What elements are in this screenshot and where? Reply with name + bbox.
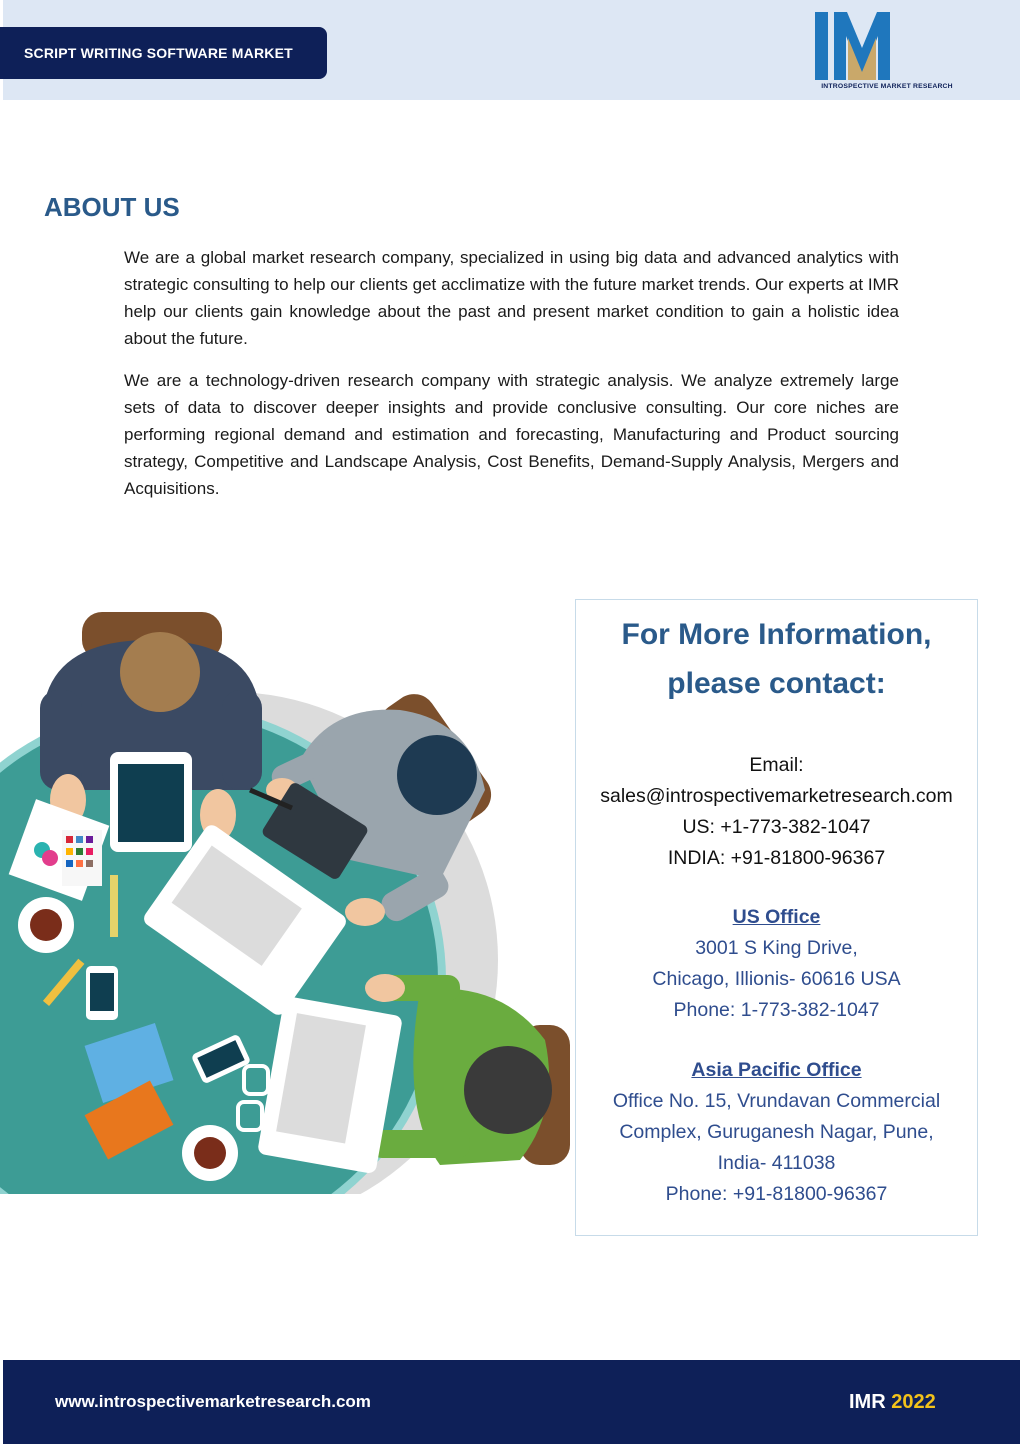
logo-tagline: INTROSPECTIVE MARKET RESEARCH	[821, 83, 953, 90]
us-office-address-line-2: Chicago, Illionis- 60616 USA	[652, 968, 901, 990]
footer-brand-name: IMR	[849, 1391, 886, 1413]
imr-logo-mark	[815, 12, 930, 80]
about-heading: ABOUT US	[44, 192, 180, 222]
us-office-address-line-1: 3001 S King Drive,	[695, 937, 858, 959]
apac-office-heading: Asia Pacific Office	[691, 1059, 862, 1081]
footer-website-link[interactable]: www.introspectivemarketresearch.com	[55, 1392, 371, 1411]
us-phone: US: +1-773-382-1047	[682, 816, 871, 838]
us-office-phone: Phone: 1-773-382-1047	[673, 999, 880, 1021]
footer-brand	[849, 1391, 936, 1414]
apac-office-address-line-1: Office No. 15, Vrundavan Commercial	[612, 1090, 941, 1112]
team-meeting-illustration	[0, 600, 575, 1200]
email-link[interactable]: sales@introspectivemarketresearch.com	[600, 785, 953, 807]
india-phone: INDIA: +91-81800-96367	[667, 847, 886, 869]
apac-office-phone: Phone: +91-81800-96367	[665, 1183, 888, 1205]
about-paragraph-1: We are a global market research company, specialized in using big data and advanced analytics with strategic consulting to help our clients get acclimatize with the future market trends. Our experts at IMR help our clients gain knowledge about the past and present market condition to gain a holistic idea about the future.	[124, 248, 899, 348]
us-office-heading: US Office	[732, 906, 821, 928]
contact-title-line-2: please contact:	[667, 667, 886, 700]
contact-title-line-1: For More Information,	[621, 618, 932, 651]
contact-title	[576, 610, 977, 708]
contact-panel	[575, 599, 978, 1236]
report-title-badge	[0, 27, 327, 79]
apac-office-address-line-3: India- 411038	[717, 1152, 836, 1174]
footer-year: 2022	[891, 1391, 936, 1413]
footer-bar	[3, 1360, 1020, 1444]
report-title: SCRIPT WRITING SOFTWARE MARKET	[24, 45, 293, 61]
about-paragraph-2: We are a technology-driven research company with strategic analysis. We analyze extremely large sets of data to discover deeper insights and provide conclusive consulting. Our core niches are performing regional demand and estimation and forecasting, Manufacturing and Product sourcing strategy, Competitive and Landscape Analysis, Cost Benefits, Demand-Supply Analysis, Mergers and Acquisitions.	[124, 371, 899, 498]
email-label: Email:	[749, 754, 804, 776]
tablet-icon	[110, 752, 192, 852]
apac-office-address-line-2: Complex, Guruganesh Nagar, Pune,	[619, 1121, 934, 1143]
